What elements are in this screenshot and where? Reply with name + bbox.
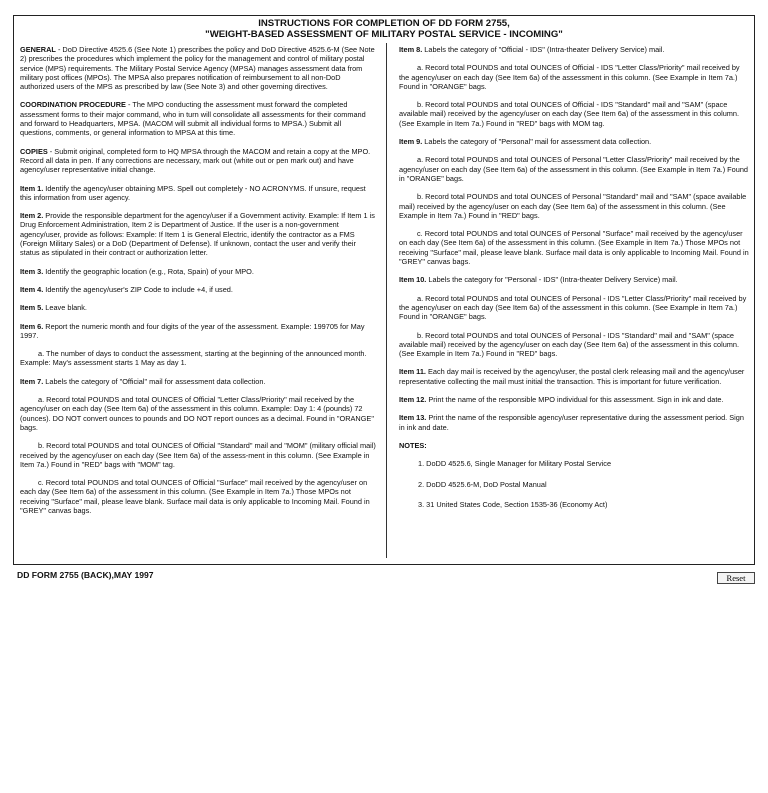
note-item: 3. 31 United States Code, Section 1535-36 (Economy Act) [418,499,608,509]
instruction-label: Item 2. [20,211,44,221]
instruction-text: Identify the agency/user obtaining MPS. Spell out completely - NO ACRONYMS. If unsure, request this information from user agency. [20,183,366,202]
instruction-text: a. Record total POUNDS and total OUNCES of Personal - IDS "Letter Class/Priority" mail received by the agency/user on each day (See Item 6a) of the assessment in this column. (See Example in Item 7a.) Found in "ORANGE" bags. [399,293,747,322]
instruction-subparagraph [399,229,749,266]
instruction-label: Item 5. [20,303,44,313]
instruction-subparagraph [399,331,749,359]
instruction-text: Labels the category for "Personal - IDS" (Intra-theater Delivery Service) mail. [426,275,678,285]
instruction-paragraph [399,367,749,386]
instruction-text: Leave blank. [43,303,87,313]
instruction-label: Item 12. [399,395,427,405]
instruction-subparagraph [399,294,749,322]
instruction-label: Item 10. [399,275,427,285]
instruction-subparagraph [20,349,376,368]
instruction-paragraph [20,100,376,137]
instruction-text: Labels the category of "Official - IDS" (Intra-theater Delivery Service) mail. [422,45,665,54]
instruction-paragraph [399,45,749,54]
reset-button[interactable]: Reset [717,572,755,584]
instruction-text: Report the numeric month and four digits of the year of the assessment. Example: 199705 for May 1997. [20,321,365,340]
instruction-paragraph [20,303,376,312]
instruction-label: Item 11. [399,367,426,377]
form-footer-id: DD FORM 2755 (BACK),MAY 1997 [17,570,154,580]
instruction-text: b. Record total POUNDS and total OUNCES of Personal - IDS "Standard" mail and "SAM" (space available mail) received by the agency/user on each day (See Item 6a) of the assessment in this column. (See Example in Item 7a.) Found in "RED" bags. [399,330,740,359]
instruction-subparagraph [20,441,376,469]
instruction-label: Item 1. [20,183,44,193]
instruction-paragraph [399,275,749,284]
note-item: 1. DoDD 4525.6, Single Manager for Military Postal Service [418,459,612,469]
instruction-text: b. Record total POUNDS and total OUNCES of Official - IDS "Standard" mail and "SAM" (space available mail) received by the agency/user on each day (See Item 6a) of the assessment in this column. (See Example in Item 7a.) Found in "RED" bags with MOM tag. [399,100,740,128]
instruction-text: a. The number of days to conduct the assessment, starting at the beginning of the announced month. Example: May's assessment starts 1 May as day 1. [20,349,367,368]
left-column [20,45,376,524]
instruction-text: Print the name of the responsible agency/user representative during the assessment period. Sign in ink and date. [399,413,744,432]
note-item: 2. DoDD 4525.6-M, DoD Postal Manual [418,479,547,489]
notes-list [399,459,749,509]
instruction-text: Identify the agency/user's ZIP Code to include +4, if used. [43,284,233,294]
instruction-paragraph [20,285,376,294]
instruction-text: Print the name of the responsible MPO individual for this assessment. Sign in ink and date. [426,395,724,405]
instruction-text: - DoD Directive 4525.6 (See Note 1) prescribes the policy and DoD Directive 4525.6-M (See Note 2) prescribes the procedures which implement the policy for the management and control of military postal service (MPS) requirements. The Military Postal Service Agency (MPSA) manages assessment data from military post offices (MPOs). The MPSA also prepares notification of reimbursement to all non-DoD authorized users of the MPS as prescribed by law (See Note 3) and other governing directives. [20,45,375,92]
instruction-label: Item 13. [399,413,427,423]
instruction-paragraph [20,322,376,341]
instruction-text: a. Record total POUNDS and total OUNCES of Personal "Letter Class/Priority" mail received by the agency/user on each day (See Item 6a) of the assessment in this column. (See Example in Item 7a.) Found in "ORANGE" bags. [399,155,749,183]
form-title-line-2: "WEIGHT-BASED ASSESSMENT OF MILITARY POSTAL SERVICE - INCOMING" [205,29,563,40]
instruction-text: - The MPO conducting the assessment must forward the completed assessment forms to their major command, who in turn will consolidate all assessments for their command and forward to Headquarters, MPSA. (MACOM will submit all individual forms to MPSA.) Submit all questions, comments, or general information to MPSA at this time. [20,100,366,138]
instruction-label: Item 8. [399,45,423,54]
instruction-label: Item 7. [20,376,44,386]
instruction-text: Labels the category of "Personal" mail for assessment data collection. [422,137,652,147]
instruction-paragraph [399,137,749,146]
instruction-label: Item 4. [20,284,44,294]
notes-heading: NOTES: [399,440,427,450]
instruction-subparagraph [20,395,376,432]
instruction-paragraph [20,45,376,91]
form-title-line-1: INSTRUCTIONS FOR COMPLETION OF DD FORM 2755, [258,18,510,29]
instruction-text: a. Record total POUNDS and total OUNCES of Official - IDS "Letter Class/Priority" mail received by the agency/user on each day (See Item 6a) of the assessment in this column. (See Example in Item 7a.) Found in "ORANGE" bags. [399,63,740,91]
instruction-paragraph [20,377,376,386]
instruction-paragraph [20,267,376,276]
instruction-text: Identify the geographic location (e.g., Rota, Spain) of your MPO. [43,266,254,276]
instruction-paragraph [20,211,376,257]
instruction-paragraph [20,184,376,203]
instruction-label: COORDINATION PROCEDURE [20,100,126,110]
instructions-form [13,15,755,565]
instruction-subparagraph [399,192,749,220]
instruction-text: b. Record total POUNDS and total OUNCES of Official "Standard" mail and "MOM" (military official mail) received by the agency/user on each day (See Item 6a) of the assess-ment in this column. (See Example in Item 7a.) Found in "RED" bags with "MOM" tag. [20,441,376,469]
instruction-text: c. Record total POUNDS and total OUNCES of Personal "Surface" mail received by the agency/user on each day (See Item 6a) of the assessment in this column. (See Example in Item 7a.) Those MPOs not receiving "Surface" mail, please leave blank. Surface mail data is only applicable to Incoming Mail. Found in "GREY" canvas bags. [399,229,749,267]
instruction-subparagraph [399,63,749,91]
instruction-subparagraph [399,100,749,128]
instruction-paragraph [399,395,749,404]
instruction-paragraph [399,413,749,432]
instruction-text: b. Record total POUNDS and total OUNCES of Personal "Standard" mail and "SAM" (space available mail) received by the agency/user on each day (See Item 6a) of the assessment in this column. (See Example in Item 7a.) Found in "RED" bags. [399,192,747,220]
instruction-text: a. Record total POUNDS and total OUNCES of Official "Letter Class/Priority" mail received by the agency/user on each day (See Item 6a) of the assessment in this column. Example: Day 1: 4 (pounds) 72 (ounces). DO NOT convert ounces to pounds and DO NOT report ounces as a decimal. Found in "ORANGE" bags. [20,395,374,432]
instruction-text: - Submit original, completed form to HQ MPSA through the MACOM and retain a copy at the MPO. Record all data in pen. If any corrections are necessary, mark out (white out or pen mark out) and have agency/user representative initial change. [20,146,371,175]
instruction-text: Provide the responsible department for the agency/user if a Government activity. Example: If Item 1 is Drug Enforcement Administration, Item 2 is Department of Justice. If the user is a non-government agency/user, provide as follows: Example: If Item 1 is General Electric, identify the contractor as a FMS (Foreign Military Sales) or a DoD (Department of Defense). If unknown, contact the user and verify their status as stipulated in their contract or authorization letter. [20,211,375,258]
instruction-text: c. Record total POUNDS and total OUNCES of Official "Surface" mail received by the agency/user on each day (See Item 6a) of the assessment in this column. (See Example in Item 7a.) Those MPOs not receiving "Surface" mail, please leave blank. Surface mail data is only applicable to Incoming Mail. Found in "GREY" canvas bags. [20,478,370,515]
instruction-subparagraph [399,155,749,183]
instruction-label: COPIES [20,146,48,156]
right-column [399,45,749,520]
instruction-subparagraph [20,478,376,515]
instruction-label: Item 3. [20,266,44,276]
instruction-label: GENERAL [20,45,56,54]
instruction-label: Item 6. [20,321,44,331]
form-title [14,18,754,40]
instruction-text: Each day mail is received by the agency/user, the postal clerk releasing mail and the agency/user representative collecting the mail must initial the transaction. This is important for future verification. [399,367,745,386]
instruction-paragraph [20,147,376,175]
instruction-text: Labels the category of "Official" mail for assessment data collection. [43,376,266,386]
instruction-label: Item 9. [399,137,423,147]
